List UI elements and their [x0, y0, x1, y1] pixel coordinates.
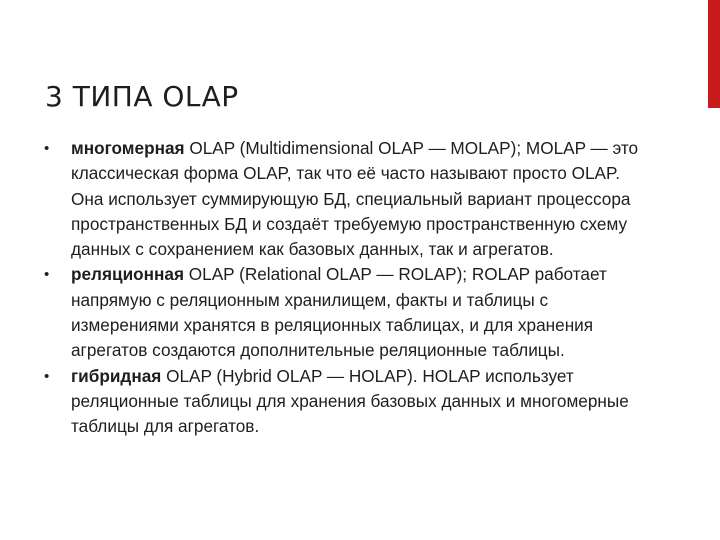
list-item	[44, 364, 644, 440]
item-term: реляционная	[71, 264, 184, 285]
bullet-icon: •	[44, 140, 50, 157]
item-text: OLAP (Multidimensional OLAP — MOLAP); MOLAP — это классическая форма OLAP, так что её часто называют просто OLAP. Она использует суммирующую БД, специальный вариант процессора пространственных БД и создаёт требуемую пространственную схему данных с сохранением как базовых данных, так и агрегатов.	[71, 138, 639, 260]
bullet-icon: •	[44, 266, 50, 284]
item-term: гибридная	[71, 365, 162, 386]
bullet-icon: •	[44, 367, 50, 385]
accent-bar	[708, 0, 720, 108]
list-item	[44, 262, 644, 363]
bullet-list	[44, 136, 644, 440]
item-text: OLAP (Relational OLAP — ROLAP); ROLAP работает напрямую с реляционным хранилищем, факты и таблицы с измерениями хранятся в реляционных таблицах, и для хранения агрегатов создаются дополнительные реляционные таблицы.	[71, 264, 607, 361]
list-item	[44, 136, 644, 262]
item-text: OLAP (Hybrid OLAP — HOLAP). HOLAP использует реляционные таблицы для хранения базовых данных и многомерные таблицы для агрегатов.	[71, 365, 629, 437]
slide-title: 3 ТИПА OLAP	[45, 80, 239, 113]
item-term: многомерная	[71, 138, 185, 158]
